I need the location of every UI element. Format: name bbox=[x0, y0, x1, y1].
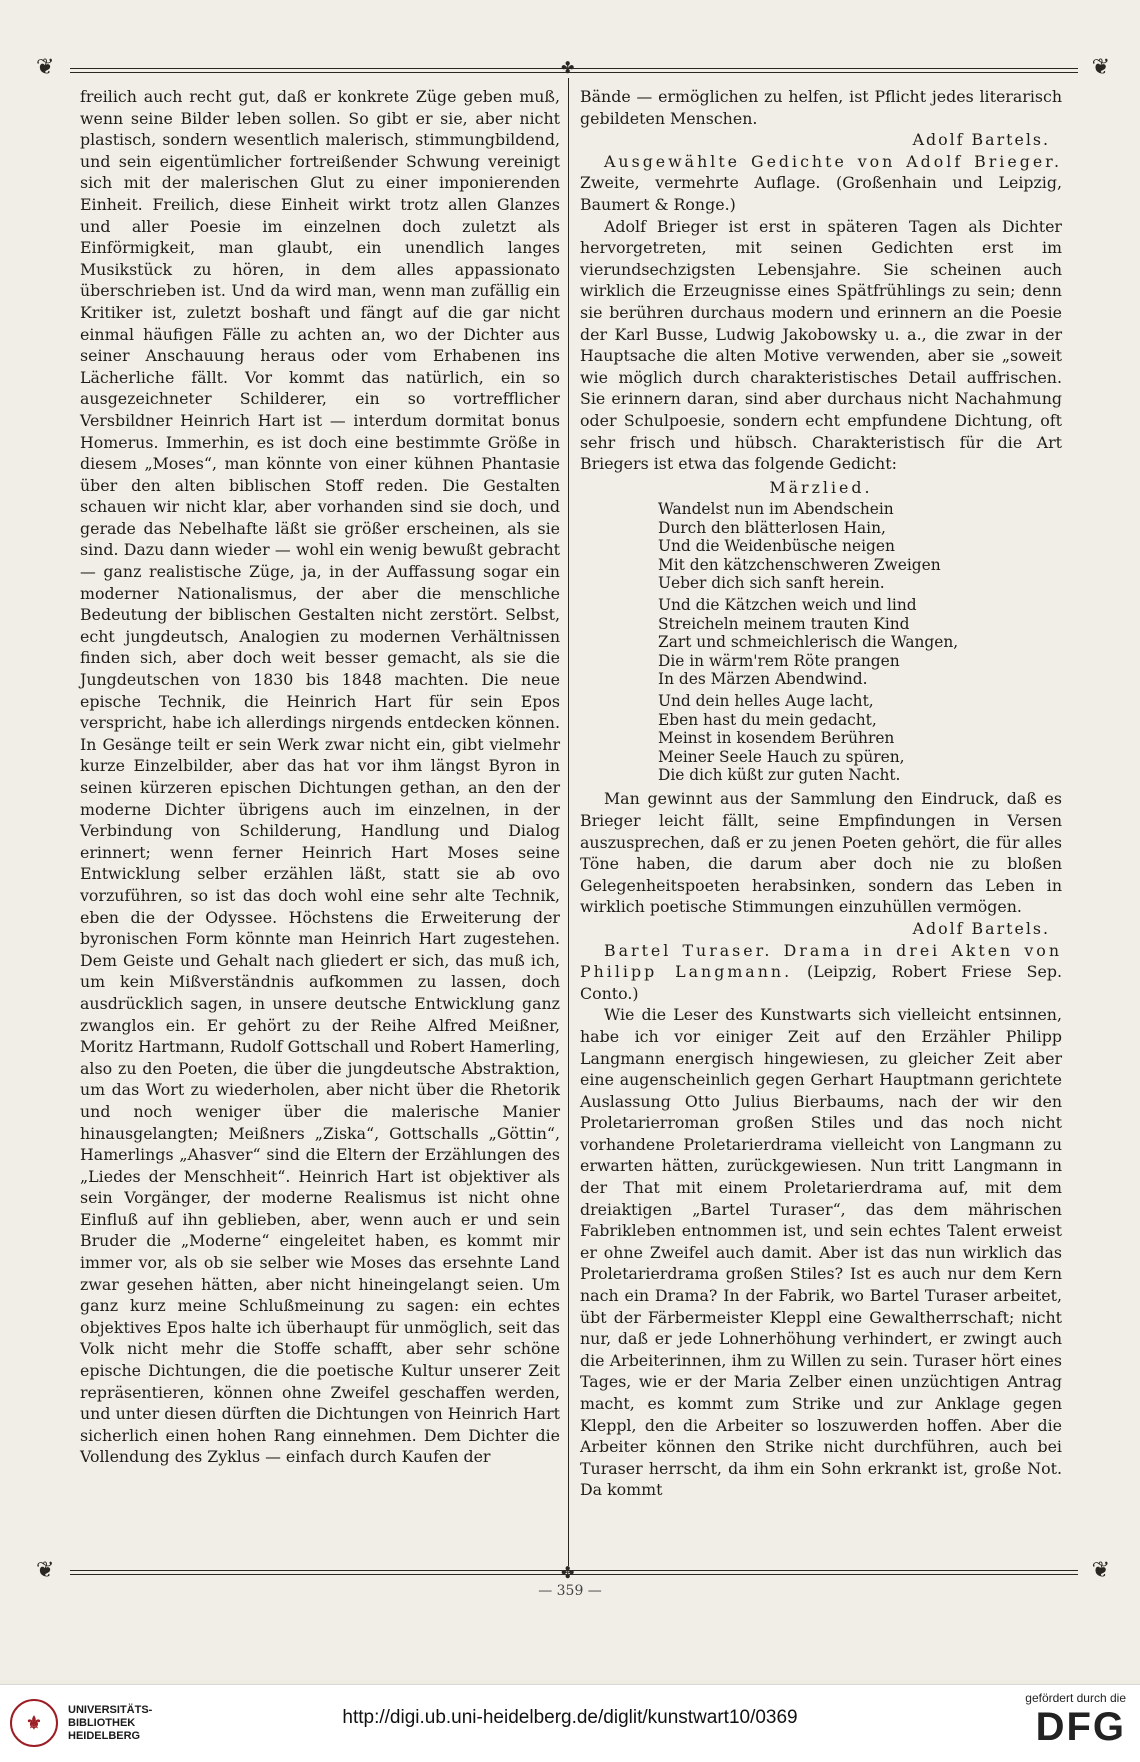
poem-line: Zart und schmeichlerisch die Wangen, bbox=[658, 633, 959, 652]
poem-line: Und die Kätzchen weich und lind bbox=[658, 596, 917, 615]
poem-line: Mit den kätzchenschweren Zweigen bbox=[658, 555, 941, 574]
sponsor-text: gefördert durch die bbox=[1025, 1691, 1126, 1705]
poem-stanza bbox=[658, 692, 1062, 784]
poem-line: Eben hast du mein gedacht, bbox=[658, 710, 877, 729]
library-name-line: HEIDELBERG bbox=[68, 1729, 141, 1742]
poem-stanza bbox=[658, 596, 1062, 688]
poem-line: Und dein helles Auge lacht, bbox=[658, 692, 874, 711]
poem-line: Ueber dich sich sanft herein. bbox=[658, 573, 885, 592]
article-paragraph: Wie die Leser des Kunstwarts sich vielleicht entsinnen, habe ich vor einiger Zeit auf den Erzähler Philipp Langmann energisch hingewiesen, zu gleicher Zeit aber eine augenscheinlich gegen Gerhart Hauptmann gerichtete Auslassung Otto Julius Bierbaums, nach der wir den Proletarierroman großen Stiles und das noch nicht vorhandene Proletarierdrama vielleicht von Langmann zu erwarten hätten, zurückgewiesen. Nun tritt Langmann in der That mit einem Proletarierdrama auf, mit dem dreiaktigen „Bartel Turaser“, das dem mährischen Fabrikleben entnommen ist, und sein echtes Talent erweist er ohne Zweifel auch damit. Aber ist das nun wirklich das Proletarierdrama großen Stiles? Ist es auch nur dem Kern nach ein Drama? In der Fabrik, wo Bartel Turaser arbeitet, übt der Färbermeister Kleppl eine Gewaltherrschaft; nicht nur, daß er jede Lohnerhöhung verhindert, er zwingt auch die Arbeiterinnen, ihm zu Willen zu sein. Turaser hört eines Tages, wie er der Maria Zelber einen unzüchtigen Antrag macht, es kommt zum Strike und zur Anklage gegen Kleppl, den die Arbeiter so loszuwerden hoffen. Aber die Arbeiter können den Strike nicht durchführen, auch bei Turaser herrscht, da ihm ein Sohn erkrankt ist, große Not. Da kommt bbox=[580, 1005, 1062, 1500]
poem-line: Streicheln meinem trauten Kind bbox=[658, 614, 910, 633]
poem bbox=[658, 500, 1062, 784]
article-paragraph: Bände — ermöglichen zu helfen, ist Pflicht jedes literarisch gebildeten Menschen. bbox=[580, 87, 1062, 128]
article-paragraph: freilich auch recht gut, daß er konkrete Züge geben muß, wenn seine Bilder leben sollen. So gibt er sie, aber nicht plastisch, sondern wesentlich malerisch, stimmungbildend, und sein eigentümlicher fortreißender Schwung vereinigt sich mit der malerischen Glut zu einer imponierenden Einheit. Freilich, diese Einheit wirkt trotz allen Glanzes und aller Poesie im einzelnen doch zuletzt als Einförmigkeit, man glaubt, ein unendlich langes Musikstück zu hören, in dem alles appassionato überschrieben ist. Und da wird man, wenn man zufällig ein Kritiker ist, zuletzt boshaft und fängt auf die gar nicht einmal häufigen Fälle zu achten an, wo der Dichter aus seiner Anschauung heraus oder vom Erhabenen ins Lächerliche fällt. Vor kommt das natürlich, ein so ausgezeichneter Schilderer, ein so vortrefflicher Versbildner Heinrich Hart ist — interdum dormitat bonus Homerus. Immerhin, es ist doch eine bestimmte Größe in diesem „Moses“, man könnte von einer kühnen Phantasie über den alten biblischen Stoff reden. Die Gestalten schauen wir nicht klar, aber vorhanden sind sie doch, und gerade das Nebelhafte läßt sie größer erscheinen, als sie sind. Dazu dann wieder — wohl ein wenig bewußt gebracht — ganz realistische Züge, ja, in der Auffassung sogar ein moderner Nationalismus, der aber die menschliche Bedeutung der biblischen Gestalten nicht zerstört. Selbst, echt jungdeutsch, Analogien zu modernen Verhältnissen finden sich, aber doch weit besser gemacht, als sie die Jungdeutschen von 1830 bis 1848 machten. Die neue epische Technik, die Heinrich Hart für sein Epos verspricht, habe ich allerdings nirgends entdecken können. In Gesänge teilt er sein Werk zwar nicht ein, gibt vielmehr kurze Einzelbilder, aber das hat vor ihm längst Byron in seinen kürzeren epischen Dichtungen gethan, an den der moderne Dichter übrigens auch im einzelnen, in der Verbindung von Schilderung, Handlung und Dialog erinnert; wenn ferner Heinrich Hart Moses seine Entwicklung selber erzählen läßt, statt sie ab ovo vorzuführen, so ist das doch wohl eine sehr alte Technik, eben die der Odyssee. Höchstens die Erweiterung der byronischen Form könnte man Heinrich Hart zugestehen. Dem Geiste und Gehalt nach gliedert er sich, das muß ich, um kein Mißverständnis aufkommen zu lassen, doch ausdrücklich sagen, in unsere deutsche Entwicklung ganz zwanglos ein. Er gehört zu der Reihe Alfred Meißner, Moritz Hartmann, Rudolf Gottschall und Robert Hamerling, also zu den Poeten, die über die jungdeutsche Abstraktion, um das Wort zu wiederholen, aber nicht über die Rhetorik und noch weniger über die malerische Manier hinausgelangten; Meißners „Ziska“, Gottschalls „Göttin“, Hamerlings „Ahasver“ sind die Eltern der Erzählungen des „Liedes der Menschheit“. Heinrich Hart ist objektiver als sein Vorgänger, der moderne Realismus ist nicht ohne Einfluß auf ihn geblieben, aber, wenn auch er und sein Bruder die „Moderne“ eingeleitet haben, es kommt mir immer vor, als ob sie selber wie Moses das ersehnte Land zwar gesehen hätten, aber nicht hineingelangt seien. Um ganz kurz meine Schlußmeinung zu sagen: ein echtes objektives Epos halte ich überhaupt für unmöglich, seit das Volk nicht mehr die Stoffe schafft, aber sehr schöne epische Dichtungen, die die poetische Kultur unserer Zeit repräsentieren, können ohne Zweifel geschaffen werden, und unter diesen dürften die Dichtungen von Heinrich Hart sicherlich einen hohen Rang einnehmen. Dem Dichter die Vollendung des Zyklus — einfach durch Kaufen der bbox=[80, 87, 560, 1467]
column-divider bbox=[568, 78, 569, 1566]
poem-line: Wandelst nun im Abendschein bbox=[658, 500, 894, 519]
library-name-line: BIBLIOTHEK bbox=[68, 1716, 136, 1729]
right-column bbox=[580, 86, 1062, 1501]
book-title: Ausgewählte Gedichte von Adolf Brieger. bbox=[604, 151, 1062, 171]
library-name-line: UNIVERSITÄTS- bbox=[68, 1703, 153, 1716]
dfg-logo: DFG bbox=[1035, 1705, 1126, 1749]
ornament-icon: ✤ bbox=[561, 1563, 575, 1582]
page-number: — 359 — bbox=[538, 1583, 602, 1599]
book-info: Zweite, vermehrte Auflage. (Großenhain und Leipzig, Baumert & Ronge.) bbox=[580, 173, 1062, 214]
poem-line: Die in wärm'rem Röte prangen bbox=[658, 651, 900, 670]
sponsor-logo[interactable] bbox=[1025, 1691, 1126, 1749]
ornament-icon: ❦ bbox=[1091, 55, 1110, 80]
ornament-icon: ❦ bbox=[36, 1558, 55, 1583]
ornament-icon: ✤ bbox=[561, 58, 575, 77]
permalink-url[interactable]: http://digi.ub.uni-heidelberg.de/diglit/kunstwart10/0369 bbox=[342, 1707, 798, 1728]
viewer-footer bbox=[0, 1684, 1140, 1762]
poem-line: Durch den blätterlosen Hain, bbox=[658, 518, 886, 537]
review-heading bbox=[580, 151, 1062, 216]
article-paragraph: Man gewinnt aus der Sammlung den Eindruck, daß es Brieger leicht fällt, seine Empfindungen in Versen auszusprechen, daß er zu jenen Poeten gehört, die für alles Töne haben, die darum aber doch nie zu bloßen Gelegenheitspoeten herabsinken, sondern das Leben in wirklich poetische Stimmungen einzuhüllen vermögen. bbox=[580, 789, 1062, 917]
university-seal-icon: ⚜ bbox=[10, 1699, 58, 1747]
poem-line: Die dich küßt zur guten Nacht. bbox=[658, 765, 901, 784]
poem-title: Märzlied. bbox=[769, 477, 873, 497]
author-signature: Adolf Bartels. bbox=[912, 130, 1050, 150]
ornament-icon: ❦ bbox=[36, 55, 55, 80]
poem-stanza bbox=[658, 500, 1062, 592]
book-info: (Leipzig, Robert Friese Sep. Conto.) bbox=[580, 962, 1062, 1003]
ornament-icon: ❦ bbox=[1091, 1558, 1110, 1583]
poem-line: Und die Weidenbüsche neigen bbox=[658, 537, 895, 556]
poem-line: In des Märzen Abendwind. bbox=[658, 669, 868, 688]
author-signature: Adolf Bartels. bbox=[912, 918, 1050, 938]
left-column bbox=[80, 86, 560, 1468]
poem-line: Meinst in kosendem Berühren bbox=[658, 729, 895, 748]
article-paragraph: Adolf Brieger ist erst in späteren Tagen als Dichter hervorgetreten, mit seinen Gedichten erst im vierundsechzigsten Lebensjahre. Sie scheinen auch wirklich die Erzeugnisse eines Spätfrühlings zu sein; denn sie berühren durchaus modern und erinnern an die Poesie der Karl Busse, Ludwig Jakobowsky u. a., die zwar in der Hauptsache die alten Motive verwenden, aber sie „soweit wie möglich durch charakteristisches Detail auffrischen. Sie erinnern daran, sind aber durchaus nicht Nachahmung oder Schulpoesie, sondern echt empfundene Dichtung, oft sehr frisch und hübsch. Charakteristisch für die Art Briegers ist etwa das folgende Gedicht: bbox=[580, 216, 1062, 474]
book-title: Bartel Turaser. Drama in drei Akten von Philipp Langmann. bbox=[580, 940, 1062, 982]
review-heading bbox=[580, 940, 1062, 1005]
poem-line: Meiner Seele Hauch zu spüren, bbox=[658, 747, 905, 766]
